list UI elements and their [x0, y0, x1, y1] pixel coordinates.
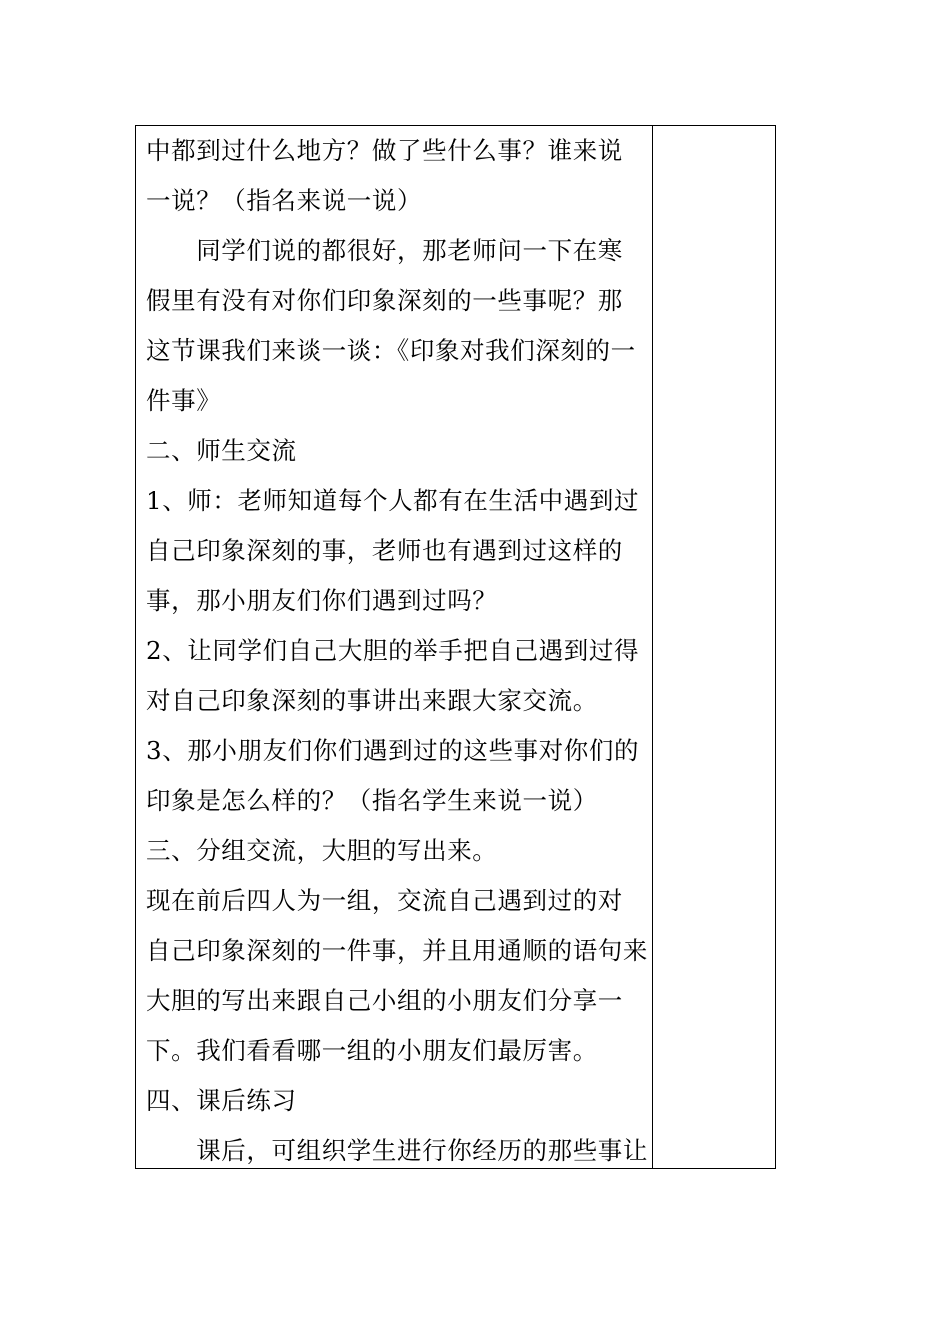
- text-line: 件事》: [146, 386, 222, 415]
- text-line: 假里有没有对你们印象深刻的一些事呢？那: [146, 286, 623, 315]
- text-line: 对自己印象深刻的事讲出来跟大家交流。: [146, 686, 598, 715]
- text-line: 自己印象深刻的一件事，并且用通顺的语句来: [146, 936, 648, 965]
- text-line: 同学们说的都很好，那老师问一下在寒: [146, 236, 623, 265]
- section-heading: 二、师生交流: [146, 436, 297, 465]
- section-heading: 三、分组交流，大胆的写出来。: [146, 836, 498, 865]
- text-line: 一说？（指名来说一说）: [146, 186, 423, 215]
- text-line: 这节课我们来谈一谈：《印象对我们深刻的一: [146, 336, 636, 365]
- lesson-content-cell: [136, 126, 652, 1168]
- text-line: 下。我们看看哪一组的小朋友们最厉害。: [146, 1036, 598, 1065]
- text-line: 2、让同学们自己大胆的举手把自己遇到过得: [146, 636, 640, 665]
- section-heading: 四、课后练习: [146, 1086, 297, 1115]
- text-line: 3、那小朋友们你们遇到过的这些事对你们的: [146, 736, 640, 765]
- text-line: 自己印象深刻的事，老师也有遇到过这样的: [146, 536, 623, 565]
- text-line: 印象是怎么样的？（指名学生来说一说）: [146, 786, 598, 815]
- text-line: 现在前后四人为一组，交流自己遇到过的对: [146, 886, 623, 915]
- text-line: 中都到过什么地方？做了些什么事？谁来说: [146, 136, 623, 165]
- text-line: 1、师：老师知道每个人都有在生活中遇到过: [146, 486, 640, 515]
- text-line: 大胆的写出来跟自己小组的小朋友们分享一: [146, 986, 623, 1015]
- lesson-table: [135, 125, 776, 1169]
- text-line: 课后，可组织学生进行你经历的那些事让: [146, 1136, 648, 1165]
- notes-column-cell: [653, 126, 775, 1168]
- text-line: 事，那小朋友们你们遇到过吗？: [146, 586, 498, 615]
